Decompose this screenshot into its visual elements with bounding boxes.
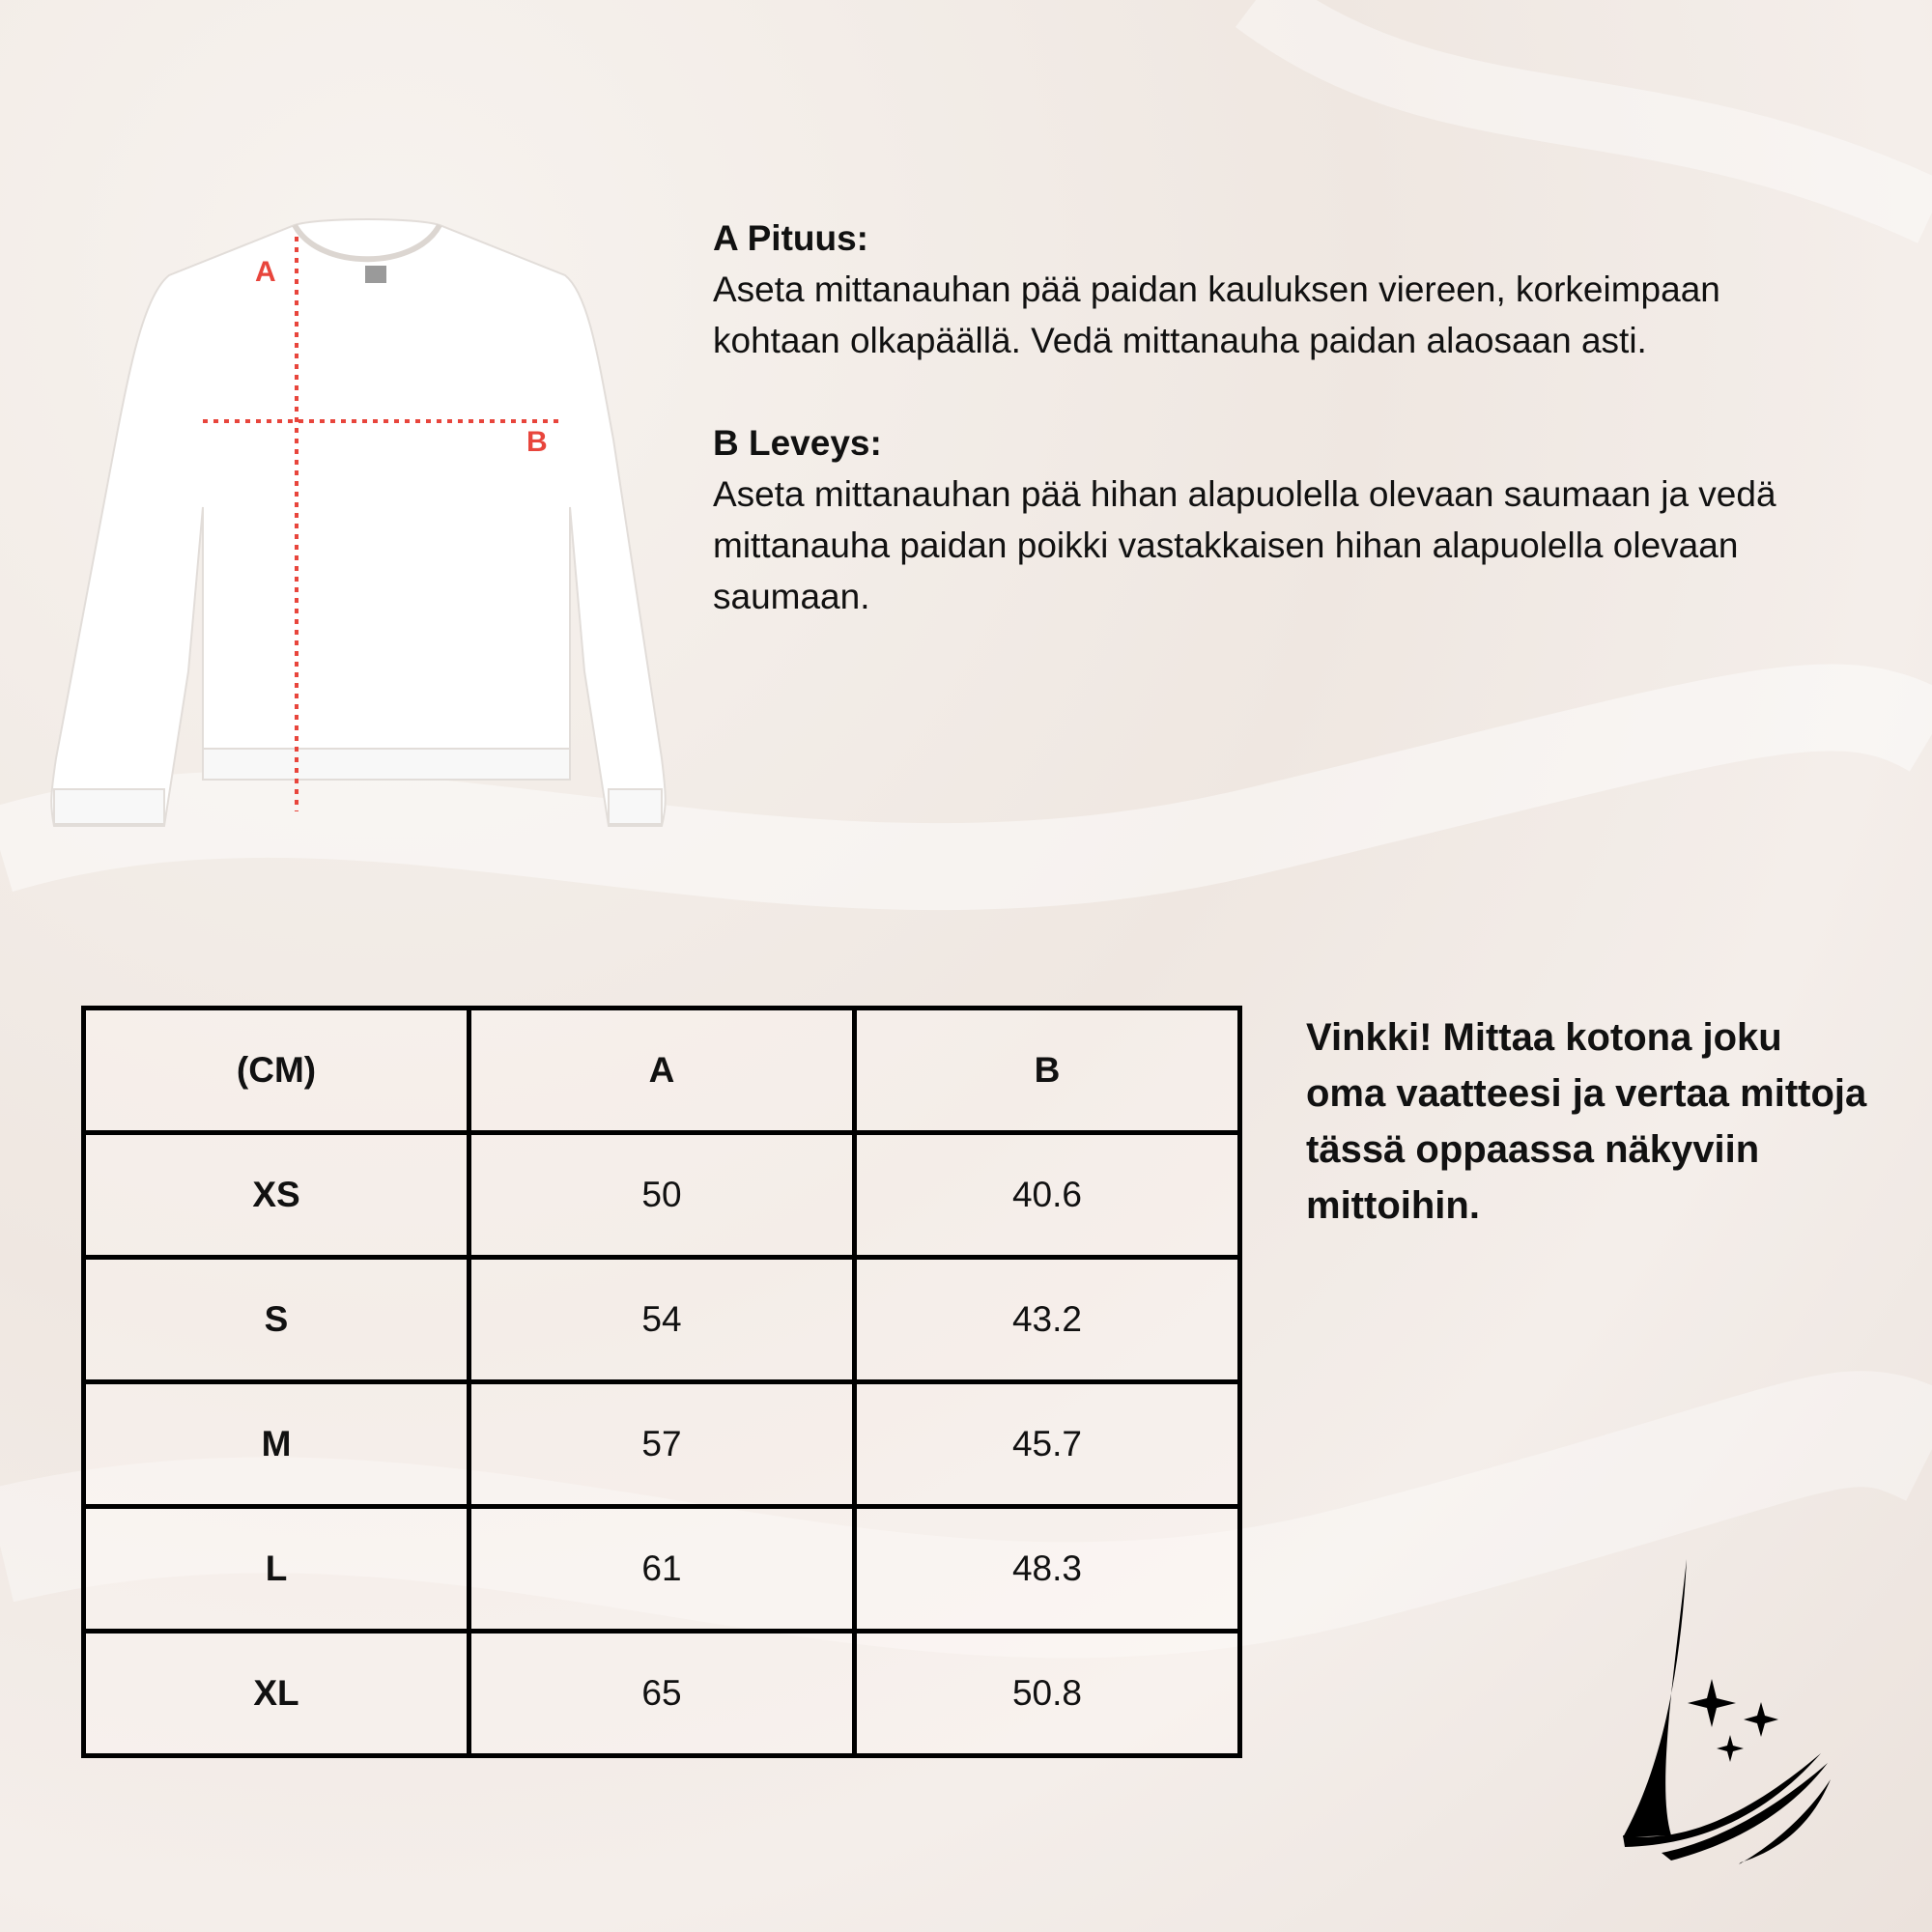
size-cell: L [84, 1507, 469, 1632]
table-header: B [855, 1009, 1240, 1133]
length-cell: 61 [469, 1507, 855, 1632]
sail-stars-logo-icon [1613, 1555, 1835, 1864]
size-cell: S [84, 1258, 469, 1382]
table-row [84, 1382, 1240, 1507]
width-text-line: mittanauha paidan poikki vastakkaisen hihan alapuolella olevaan [713, 526, 1739, 565]
tip-line: mittoihin. [1306, 1184, 1480, 1227]
table-header-row [84, 1009, 1240, 1133]
length-cell: 65 [469, 1632, 855, 1756]
length-cell: 54 [469, 1258, 855, 1382]
width-cell: 45.7 [855, 1382, 1240, 1507]
table-row [84, 1507, 1240, 1632]
length-text-line: kohtaan olkapäällä. Vedä mittanauha paidan alaosaan asti. [713, 321, 1647, 360]
table-header: A [469, 1009, 855, 1133]
size-cell: XL [84, 1632, 469, 1756]
size-cell: M [84, 1382, 469, 1507]
table-row [84, 1632, 1240, 1756]
length-cell: 50 [469, 1133, 855, 1258]
length-heading: A Pituus: [713, 218, 869, 258]
width-cell: 48.3 [855, 1507, 1240, 1632]
table-header: (CM) [84, 1009, 469, 1133]
width-text-line: Aseta mittanauhan pää hihan alapuolella olevaan saumaan ja vedä [713, 474, 1776, 514]
label-b: B [526, 426, 548, 458]
tip-text [1306, 1009, 1895, 1234]
sweater-illustration [51, 219, 666, 826]
size-table [81, 1006, 1242, 1758]
width-text-line: saumaan. [713, 577, 870, 616]
sweater-measurement-diagram [48, 217, 686, 836]
table-row [84, 1133, 1240, 1258]
length-text-line: Aseta mittanauhan pää paidan kauluksen viereen, korkeimpaan [713, 270, 1720, 309]
tip-line: Vinkki! Mittaa kotona joku [1306, 1016, 1782, 1059]
label-a: A [255, 256, 276, 288]
width-cell: 50.8 [855, 1632, 1240, 1756]
width-cell: 40.6 [855, 1133, 1240, 1258]
measurement-instructions [713, 213, 1872, 622]
length-cell: 57 [469, 1382, 855, 1507]
table-row [84, 1258, 1240, 1382]
size-cell: XS [84, 1133, 469, 1258]
tip-line: oma vaatteesi ja vertaa mittoja [1306, 1072, 1867, 1115]
width-cell: 43.2 [855, 1258, 1240, 1382]
tip-line: tässä oppaassa näkyviin [1306, 1128, 1760, 1171]
width-heading: B Leveys: [713, 423, 882, 463]
